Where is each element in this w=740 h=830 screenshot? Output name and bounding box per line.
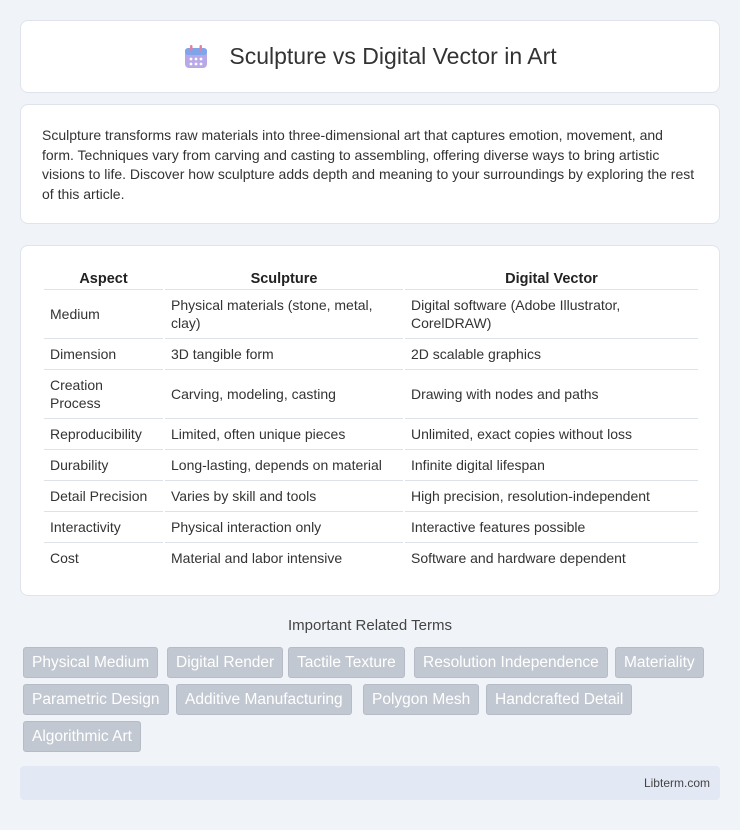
table-cell: Cost xyxy=(43,542,164,573)
table-cell: Dimension xyxy=(43,338,164,369)
page-title: Sculpture vs Digital Vector in Art xyxy=(229,43,557,69)
intro-card xyxy=(20,104,720,224)
table-row xyxy=(43,369,698,418)
calendar-icon xyxy=(183,44,209,70)
table-cell: Interactive features possible xyxy=(404,511,698,542)
tag-algorithmic-art[interactable]: Algorithmic Art xyxy=(23,721,141,752)
header-card xyxy=(20,20,720,93)
tag-materiality[interactable]: Materiality xyxy=(615,647,704,678)
table-cell: Medium xyxy=(43,289,164,338)
column-header: Digital Vector xyxy=(404,266,698,289)
footer-brand[interactable]: Libterm.com xyxy=(643,776,710,790)
table-row xyxy=(43,338,698,369)
footer xyxy=(20,766,720,800)
tag-polygon-mesh[interactable]: Polygon Mesh xyxy=(363,684,479,715)
comparison-card xyxy=(20,245,720,596)
table-cell: 3D tangible form xyxy=(164,338,404,369)
table-row xyxy=(43,449,698,480)
tag-resolution-independence[interactable]: Resolution Independence xyxy=(414,647,608,678)
table-cell: Physical materials (stone, metal, clay) xyxy=(164,289,404,338)
tag-parametric-design[interactable]: Parametric Design xyxy=(23,684,169,715)
table-row xyxy=(43,480,698,511)
table-cell: Varies by skill and tools xyxy=(164,480,404,511)
table-row xyxy=(43,289,698,338)
table-cell: Drawing with nodes and paths xyxy=(404,369,698,418)
table-cell: Limited, often unique pieces xyxy=(164,418,404,449)
table-cell: Creation Process xyxy=(43,369,164,418)
table-cell: Digital software (Adobe Illustrator, CorelDRAW) xyxy=(404,289,698,338)
table-row xyxy=(43,542,698,573)
table-cell: Long-lasting, depends on material xyxy=(164,449,404,480)
table-cell: Durability xyxy=(43,449,164,480)
table-cell: Reproducibility xyxy=(43,418,164,449)
intro-text: Sculpture transforms raw materials into three-dimensional art that captures emotion, movement, and form. Techniques vary from carving and casting to assembling, offering diverse ways to bring artistic visions to life. Discover how sculpture adds depth and meaning to your surroundings by exploring the rest of this article. xyxy=(42,127,695,202)
table-cell: 2D scalable graphics xyxy=(404,338,698,369)
tag-physical-medium[interactable]: Physical Medium xyxy=(23,647,158,678)
table-cell: Physical interaction only xyxy=(164,511,404,542)
table-cell: Infinite digital lifespan xyxy=(404,449,698,480)
table-cell: Interactivity xyxy=(43,511,164,542)
tag-handcrafted-detail[interactable]: Handcrafted Detail xyxy=(486,684,632,715)
table-cell: Detail Precision xyxy=(43,480,164,511)
table-cell: Software and hardware dependent xyxy=(404,542,698,573)
related-terms-title: Important Related Terms xyxy=(288,617,452,634)
tag-tactile-texture[interactable]: Tactile Texture xyxy=(288,647,405,678)
table-cell: Carving, modeling, casting xyxy=(164,369,404,418)
tag-additive-manufacturing[interactable]: Additive Manufacturing xyxy=(176,684,352,715)
table-row xyxy=(43,418,698,449)
tag-digital-render[interactable]: Digital Render xyxy=(167,647,283,678)
table-row xyxy=(43,511,698,542)
table-cell: Material and labor intensive xyxy=(164,542,404,573)
comparison-table xyxy=(42,266,698,573)
column-header: Aspect xyxy=(43,266,164,289)
column-header: Sculpture xyxy=(164,266,404,289)
table-cell: Unlimited, exact copies without loss xyxy=(404,418,698,449)
table-header-row xyxy=(43,266,698,289)
table-cell: High precision, resolution-independent xyxy=(404,480,698,511)
